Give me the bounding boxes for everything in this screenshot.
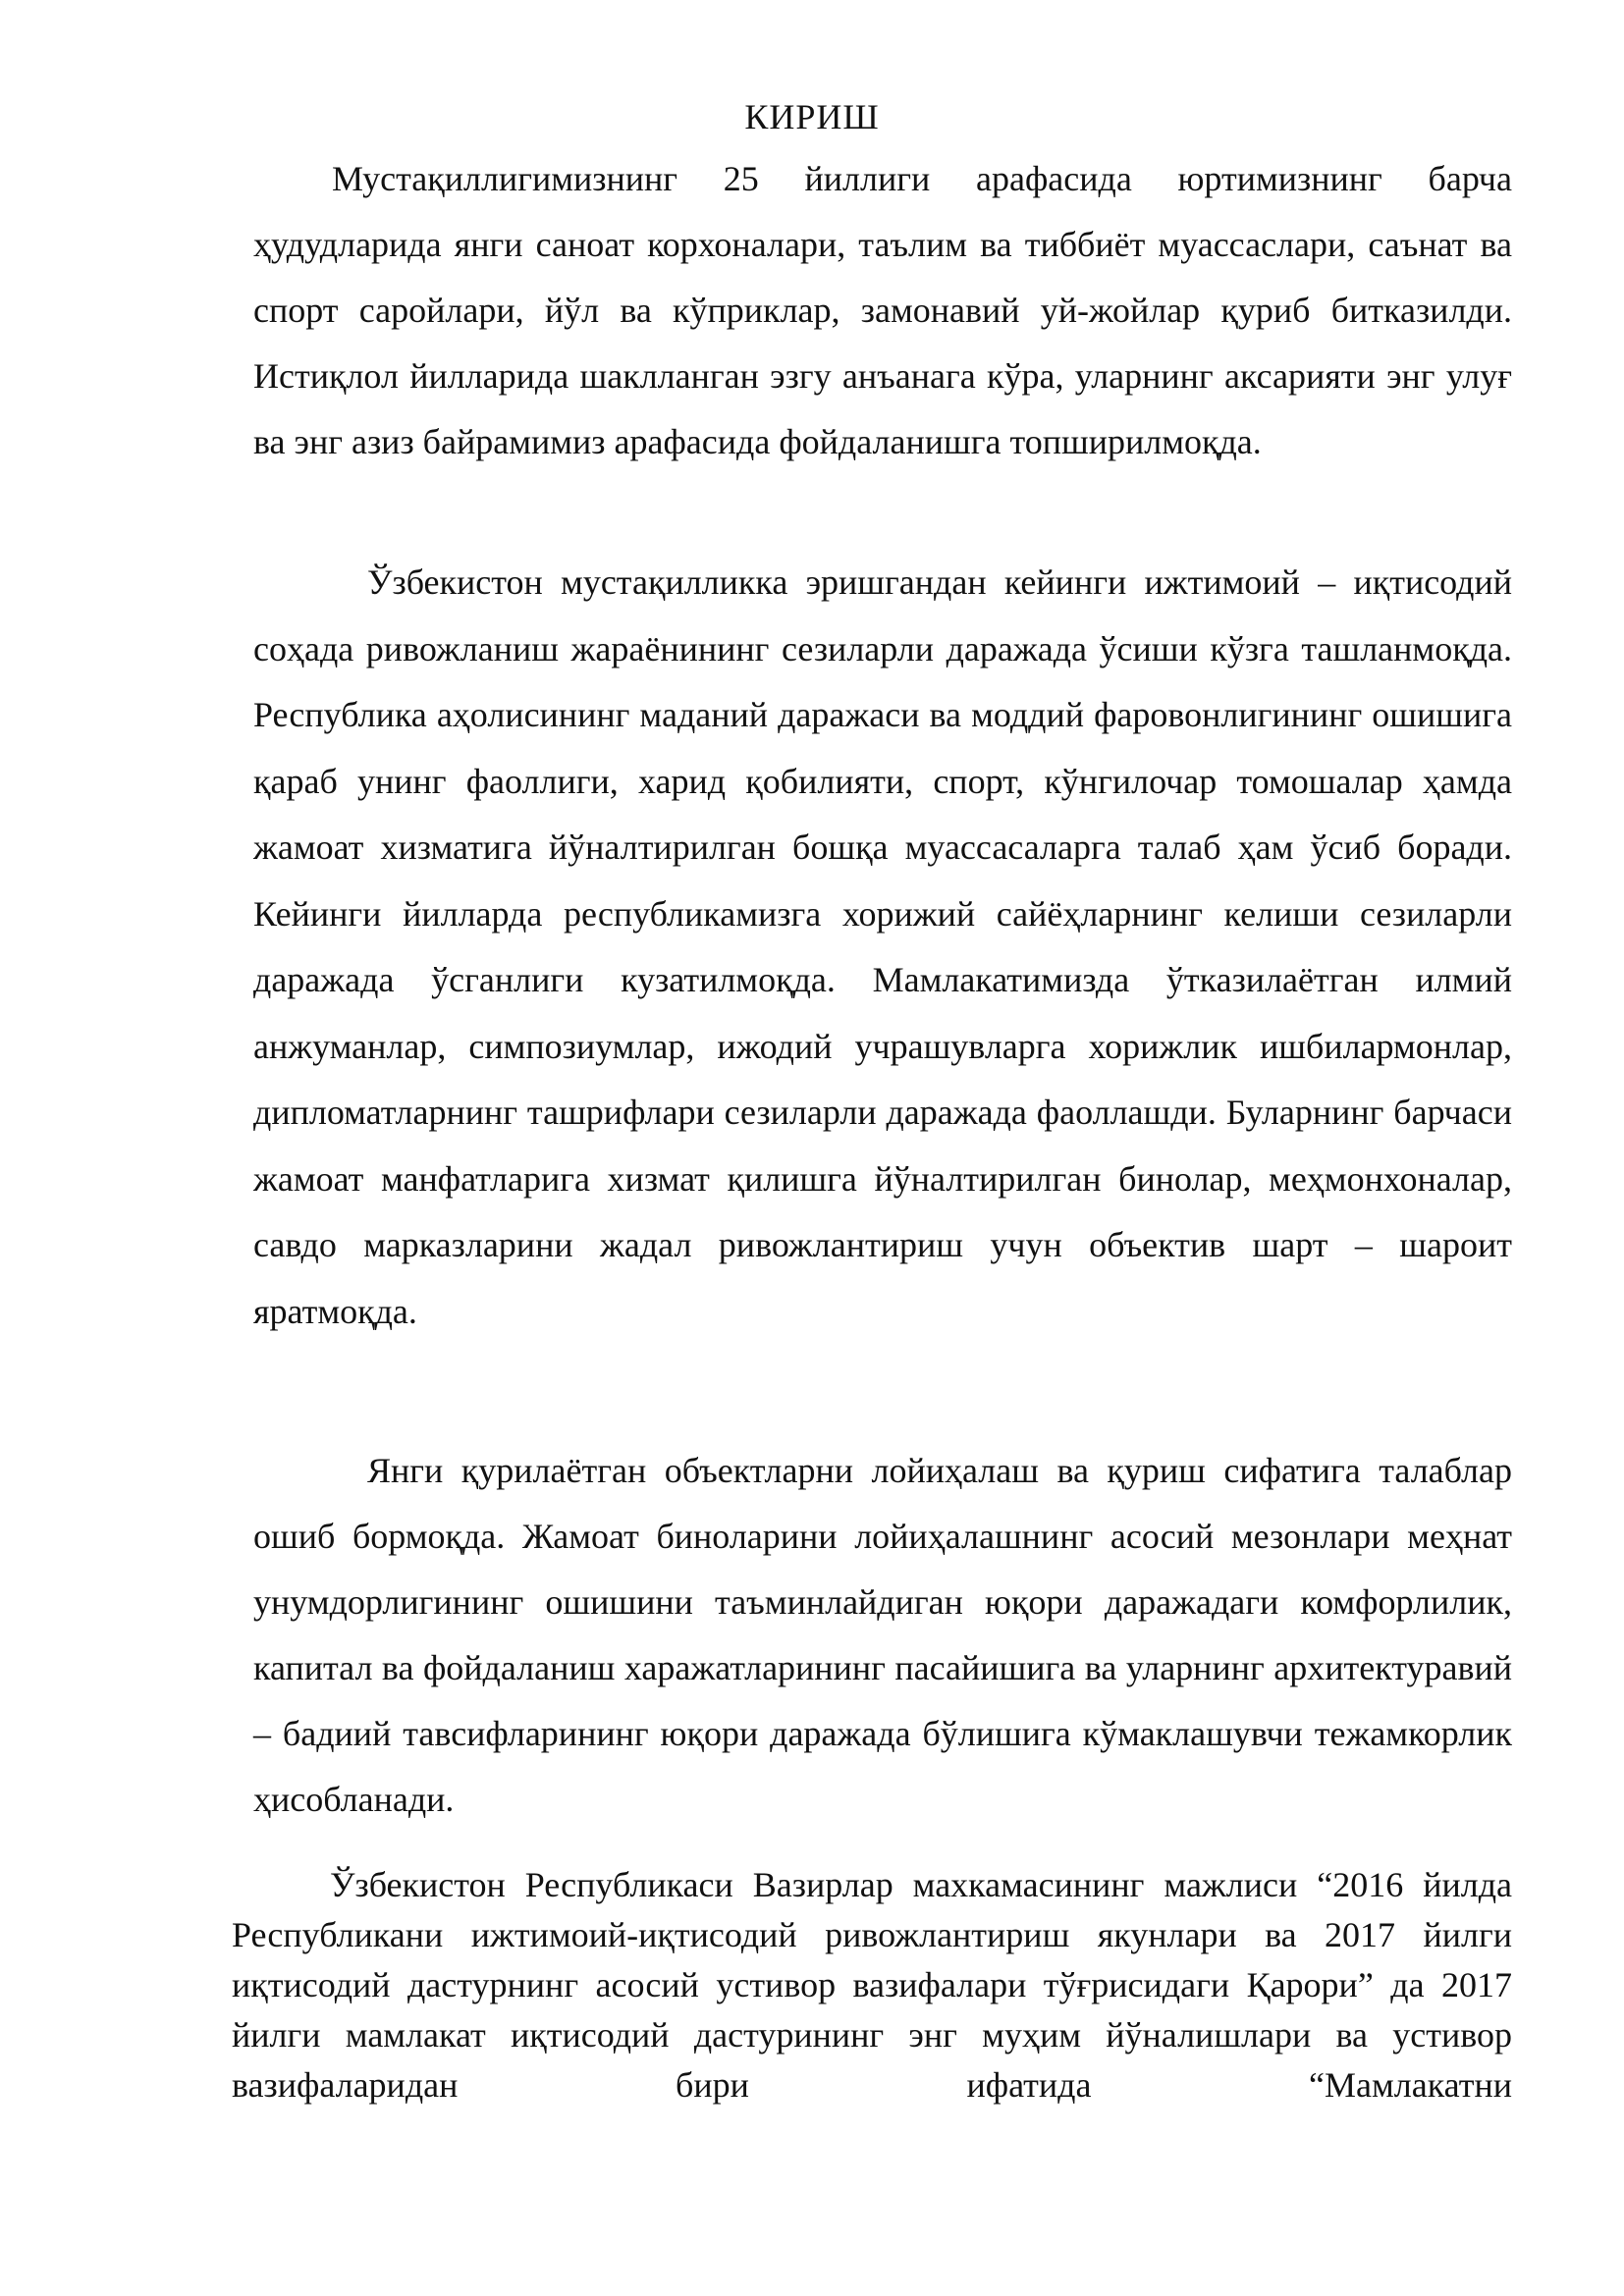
paragraph-1: Мустақиллигимизнинг 25 йиллиги арафасида юртимизнинг барча ҳудудларида янги саноат корхоналари, таълим ва тиббиёт муассаслари, саънат ва спорт саройлари, йўл ва кўприклар, замонавий уй-жойлар қуриб битказилди. Истиқлол йилларида шаклланган эзгу анъанага кўра, уларнинг аксарияти энг улуғ ва энг азиз байрамимиз арафасида фойдаланишга топширилмоқда. (253, 159, 1512, 461)
paragraph-4: Ўзбекистон Республикаси Вазирлар махкамасининг мажлиси “2016 йилда Республикани ижтимоий-иқтисодий ривожлантириш якунлари ва 2017 йилги иқтисодий дастурнинг асосий устивор вазифалари тўғрисидаги Қарори” да 2017 йилги мамлакат иқтисодий дастурининг энг муҳим йўналишлари ва устивор вазифаларидан бири ифатида “Мамлакатни (232, 1865, 1512, 2105)
paragraph-3: Янги қурилаётган объектларни лойиҳалаш ва қуриш сифатига талаблар ошиб бормоқда. Жамоат биноларини лойиҳалашнинг асосий мезонлари меҳнат унумдорлигининг ошишини таъминлайдиган юқори даражадаги комфорлилик, капитал ва фойдаланиш харажатларининг пасайишига ва уларнинг архитектуравий – бадиий тавсифларининг юқори даражада бўлишига кўмаклашувчи тежамкорлик ҳисобланади. (253, 1451, 1512, 1819)
paragraph-2: Ўзбекистон мустақилликка эришгандан кейинги ижтимоий – иқтисодий соҳада ривожланиш жараёнининг сезиларли даражада ўсиши кўзга ташланмоқда. Республика аҳолисининг маданий даражаси ва моддий фаровонлигининг ошишига қараб унинг фаоллиги, харид қобилияти, спорт, кўнгилочар томошалар ҳамда жамоат хизматига йўналтирилган бошқа муассасаларга талаб ҳам ўсиб боради. Кейинги йилларда республикамизга хорижий сайёҳларнинг келиши сезиларли даражада ўсганлиги кузатилмоқда. Мамлакатимизда ўтказилаётган илмий анжуманлар, симпозиумлар, ижодий учрашувларга хорижлик ишбилармонлар, дипломатларнинг ташрифлари сезиларли даражада фаоллашди. Буларнинг барчаси жамоат манфатларига хизмат қилишга йўналтирилган бинолар, меҳмонхоналар, савдо марказларини жадал ривожлантириш учун объектив шарт – шароит яратмоқда. (253, 562, 1512, 1331)
page-title: КИРИШ (744, 97, 880, 136)
